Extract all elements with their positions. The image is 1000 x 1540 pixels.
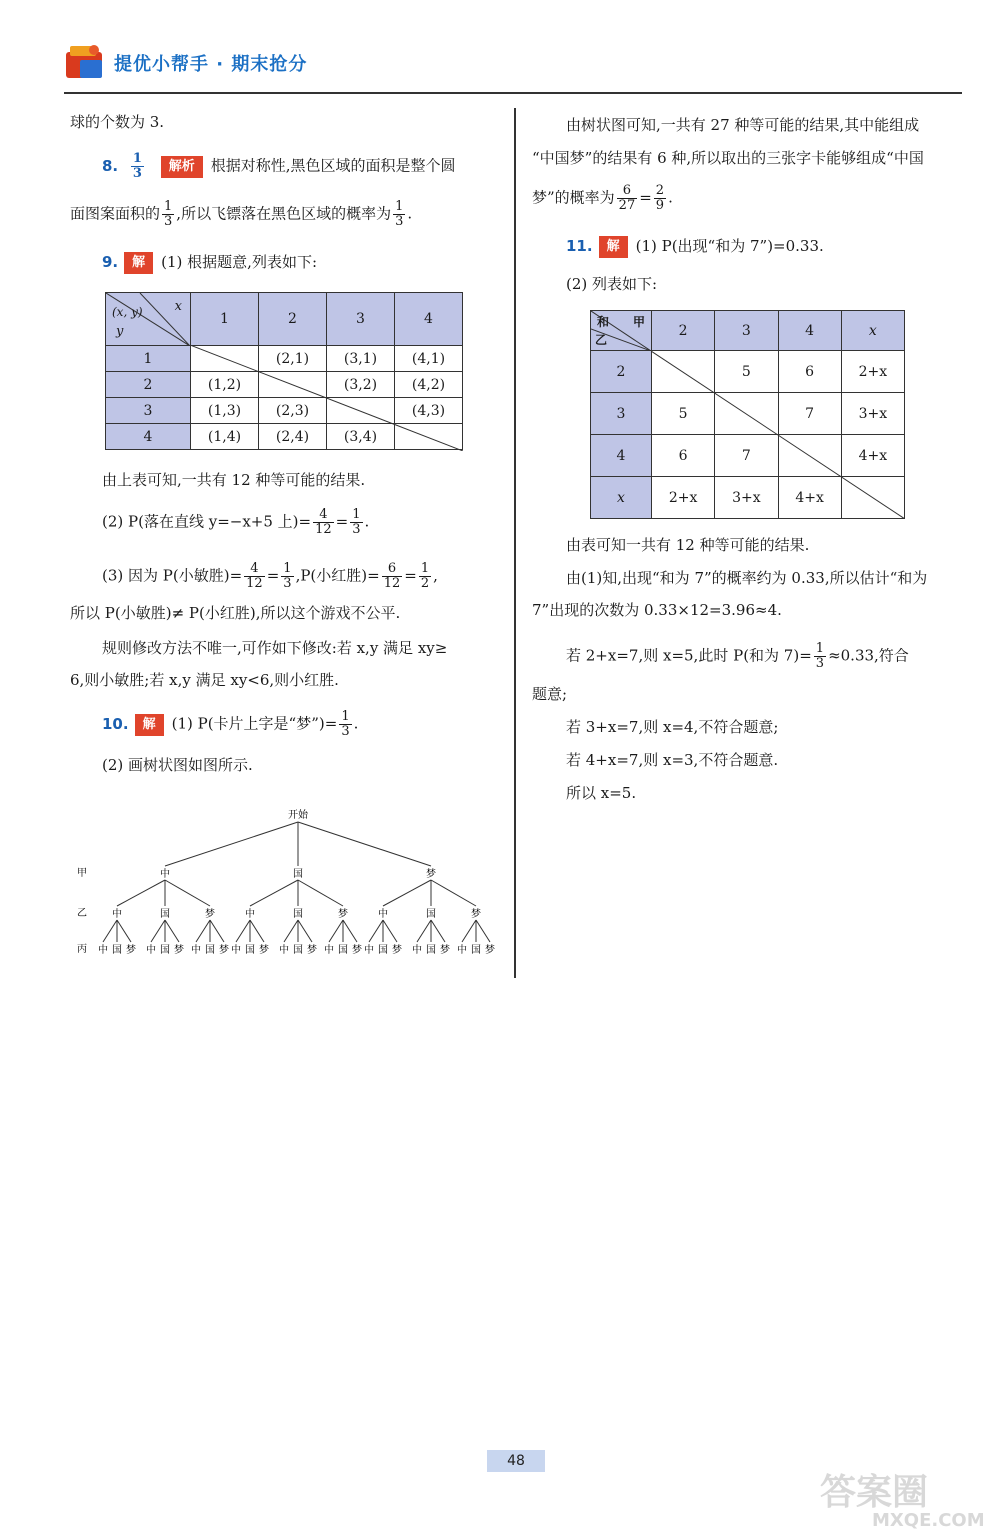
tree-branch [151, 920, 165, 942]
q11-cell: 2+x [841, 351, 904, 393]
q11-line3: 由表可知一共有 12 种等可能的结果. [566, 536, 810, 554]
q11-row-header: 4 [591, 435, 652, 477]
q10-tree-diagram [70, 800, 510, 965]
q11-line2: (2) 列表如下: [566, 275, 658, 293]
q9-cell: (3,4) [327, 424, 395, 450]
tree-node-level3: 中 [279, 945, 289, 956]
q11-line6: 若 2+x=7,则 x=5,此时 P(和为 7)= $\frac{1}{3}$ ≈0.33,符合 [566, 641, 909, 671]
q11-line9: 若 4+x=7,则 x=3,不符合题意. [566, 751, 779, 769]
q9-line4: (3) 因为 P(小敏胜)= $\frac{4}{12}$ = $\frac{1}{3}$ ,P(小红胜)= $\frac{6}{12}$ = $\frac{1}{2}$ , [102, 561, 438, 591]
q9-cell: (4,1) [395, 346, 463, 372]
watermark-url: MXQE.COM [872, 1510, 985, 1531]
tree-node-level3: 中 [364, 945, 374, 956]
r-line3: 梦”的概率为 $\frac{6}{27}$ = $\frac{2}{9}$ . [532, 183, 673, 213]
q9-corner-cell: x (x, y) y [106, 293, 191, 346]
q9-cell: (2,3) [259, 398, 327, 424]
q9-line6: 规则修改方法不唯一,可作如下修改:若 x,y 满足 xy≥ [102, 639, 448, 657]
q9-cell: (1,2) [191, 372, 259, 398]
tree-node-level2: 梦 [471, 909, 481, 920]
tree-level-label: 甲 [77, 868, 87, 879]
q11-cell: 7 [778, 393, 841, 435]
q9-col-header: 2 [259, 293, 327, 346]
q8-line1: 8. $\frac{1}{3}$ 解析 根据对称性,黑色区域的面积是整个圆 [102, 151, 456, 181]
tree-node-level3: 国 [160, 945, 170, 956]
tree-level-label: 丙 [77, 944, 87, 955]
tree-branch [329, 920, 343, 942]
watermark-logo: 答案圈 [820, 1472, 929, 1513]
tree-branch [250, 880, 298, 906]
tree-node-level3: 国 [338, 945, 348, 956]
q9-line2: 由上表可知,一共有 12 种等可能的结果. [102, 471, 366, 489]
tree-node-level3: 国 [471, 945, 481, 956]
tree-node-level2: 国 [293, 909, 303, 920]
tree-branch [165, 920, 179, 942]
tree-branch [383, 880, 431, 906]
q10-line1: 10. 解 (1) P(卡片上字是“梦”)= $\frac{1}{3}$ . [102, 709, 359, 739]
q9-line3: (2) P(落在直线 y=−x+5 上)= $\frac{4}{12}$ = $\frac{1}{3}$ . [102, 507, 370, 537]
tree-node-level3: 中 [191, 945, 201, 956]
q11-cell: 5 [715, 351, 778, 393]
r-line2: “中国梦”的结果有 6 种,所以取出的三张字卡能够组成“中国 [532, 149, 924, 167]
tree-branch [117, 920, 131, 942]
tree-branch [250, 920, 264, 942]
q8-line2: 面图案面积的 $\frac{1}{3}$ ,所以飞镖落在黑色区域的概率为 $\frac{1}{3}$ . [70, 199, 413, 229]
q9-solution-tag: 解 [124, 252, 153, 274]
q9-cell: (4,2) [395, 372, 463, 398]
q9-row-header: 2 [106, 372, 191, 398]
q9-line1: 9. 解 (1) 根据题意,列表如下: [102, 252, 317, 274]
tree-node-level2: 国 [426, 909, 436, 920]
tree-node-level3: 梦 [392, 945, 402, 956]
q9-cell: (3,2) [327, 372, 395, 398]
tree-branch [165, 822, 298, 866]
q9-row-header: 3 [106, 398, 191, 424]
tree-start-label: 开始 [288, 810, 308, 821]
q11-line7: 题意; [532, 685, 568, 703]
line-ball-count: 球的个数为 3. [70, 113, 165, 131]
tree-branch [431, 880, 476, 906]
tree-branch [284, 920, 298, 942]
q11-cell: 4+x [841, 435, 904, 477]
tree-node-level3: 梦 [440, 945, 450, 956]
tree-node-level3: 梦 [485, 945, 495, 956]
tree-node-level3: 国 [426, 945, 436, 956]
tree-node-level3: 国 [245, 945, 255, 956]
q9-row-header: 1 [106, 346, 191, 372]
tree-branch [298, 920, 312, 942]
tree-node-level3: 中 [98, 945, 108, 956]
tree-node-level2: 中 [245, 909, 255, 920]
column-divider [514, 108, 516, 978]
q11-row-header: 2 [591, 351, 652, 393]
tree-node-level2: 中 [112, 909, 122, 920]
tree-node-level1: 中 [160, 869, 170, 880]
q9-cell: (1,3) [191, 398, 259, 424]
header-divider [64, 92, 962, 94]
tree-node-level3: 梦 [352, 945, 362, 956]
tree-node-level2: 梦 [338, 909, 348, 920]
q9-cell: (1,4) [191, 424, 259, 450]
tree-branch [298, 880, 343, 906]
q11-cell: 5 [652, 393, 715, 435]
tree-node-level3: 中 [457, 945, 467, 956]
tree-branch [431, 920, 445, 942]
q11-cell: 4+x [778, 477, 841, 519]
q10-line2: (2) 画树状图如图所示. [102, 756, 253, 774]
q9-cell: (2,4) [259, 424, 327, 450]
tree-branch [103, 920, 117, 942]
q9-diagonal-line [190, 345, 463, 451]
tree-node-level3: 国 [293, 945, 303, 956]
tree-node-level2: 梦 [205, 909, 215, 920]
q11-row-header: 3 [591, 393, 652, 435]
tree-branch [117, 880, 165, 906]
q8-number: 8. [102, 156, 119, 175]
q8-answer: $\frac{1}{3}$ [132, 151, 142, 181]
q11-cell: 6 [652, 435, 715, 477]
q9-line5: 所以 P(小敏胜)≠ P(小红胜),所以这个游戏不公平. [70, 604, 401, 622]
q11-col-header: 2 [652, 311, 715, 351]
tree-branch [462, 920, 476, 942]
q11-line8: 若 3+x=7,则 x=4,不符合题意; [566, 718, 779, 736]
page-number: 48 [487, 1450, 545, 1472]
tree-node-level1: 梦 [426, 869, 436, 880]
q11-solution-tag: 解 [599, 236, 628, 258]
tree-node-level2: 国 [160, 909, 170, 920]
q11-diagonal-line [651, 351, 905, 519]
tree-node-level3: 国 [205, 945, 215, 956]
tree-branch [165, 880, 210, 906]
q11-cell: 3+x [715, 477, 778, 519]
tree-node-level3: 梦 [126, 945, 136, 956]
q9-col-header: 4 [395, 293, 463, 346]
q11-line4: 由(1)知,出现“和为 7”的概率约为 0.33,所以估计“和为 [566, 569, 928, 587]
page-header-title: 提优小帮手 · 期末抢分 [114, 54, 308, 75]
q11-row-header: x [591, 477, 652, 519]
q9-cell: (4,3) [395, 398, 463, 424]
q11-cell: 3+x [841, 393, 904, 435]
tree-branch [383, 920, 397, 942]
q9-col-header: 3 [327, 293, 395, 346]
q11-col-header: 3 [715, 311, 778, 351]
q11-col-header: 4 [778, 311, 841, 351]
tree-node-level3: 国 [378, 945, 388, 956]
q11-col-header: x [841, 311, 904, 351]
tree-branch [417, 920, 431, 942]
tree-node-level2: 中 [378, 909, 388, 920]
tree-node-level3: 中 [412, 945, 422, 956]
tree-level-label: 乙 [77, 908, 87, 919]
tree-branch [236, 920, 250, 942]
tree-branch [343, 920, 357, 942]
site-watermark [812, 1462, 990, 1532]
q10-solution-tag: 解 [135, 714, 164, 736]
q11-line5: 7”出现的次数为 0.33×12=3.96≈4. [532, 601, 782, 619]
tree-branch [298, 822, 431, 866]
q9-row-header: 4 [106, 424, 191, 450]
q9-cell: (3,1) [327, 346, 395, 372]
q11-corner-cell: 和 甲 乙 [591, 311, 652, 351]
tree-node-level1: 国 [293, 869, 303, 880]
q9-cell: (2,1) [259, 346, 327, 372]
q11-line10: 所以 x=5. [566, 784, 637, 802]
q9-col-header: 1 [191, 293, 259, 346]
tree-branch [196, 920, 210, 942]
q11-cell: 6 [778, 351, 841, 393]
q11-cell: 7 [715, 435, 778, 477]
tree-node-level3: 国 [112, 945, 122, 956]
tree-branch [210, 920, 224, 942]
tree-node-level3: 中 [324, 945, 334, 956]
q11-cell: 2+x [652, 477, 715, 519]
tree-node-level3: 梦 [259, 945, 269, 956]
tree-node-level3: 中 [146, 945, 156, 956]
tree-node-level3: 梦 [174, 945, 184, 956]
tree-branch [369, 920, 383, 942]
tree-node-level3: 梦 [307, 945, 317, 956]
book-logo-icon [64, 42, 108, 82]
tree-node-level3: 中 [231, 945, 241, 956]
r-line1: 由树状图可知,一共有 27 种等可能的结果,其中能组成 [566, 116, 920, 134]
q8-analysis-tag: 解析 [161, 156, 203, 178]
tree-node-level3: 梦 [219, 945, 229, 956]
tree-branch [476, 920, 490, 942]
q9-line7: 6,则小敏胜;若 x,y 满足 xy<6,则小红胜. [70, 671, 339, 689]
q11-line1: 11. 解 (1) P(出现“和为 7”)=0.33. [566, 236, 824, 258]
